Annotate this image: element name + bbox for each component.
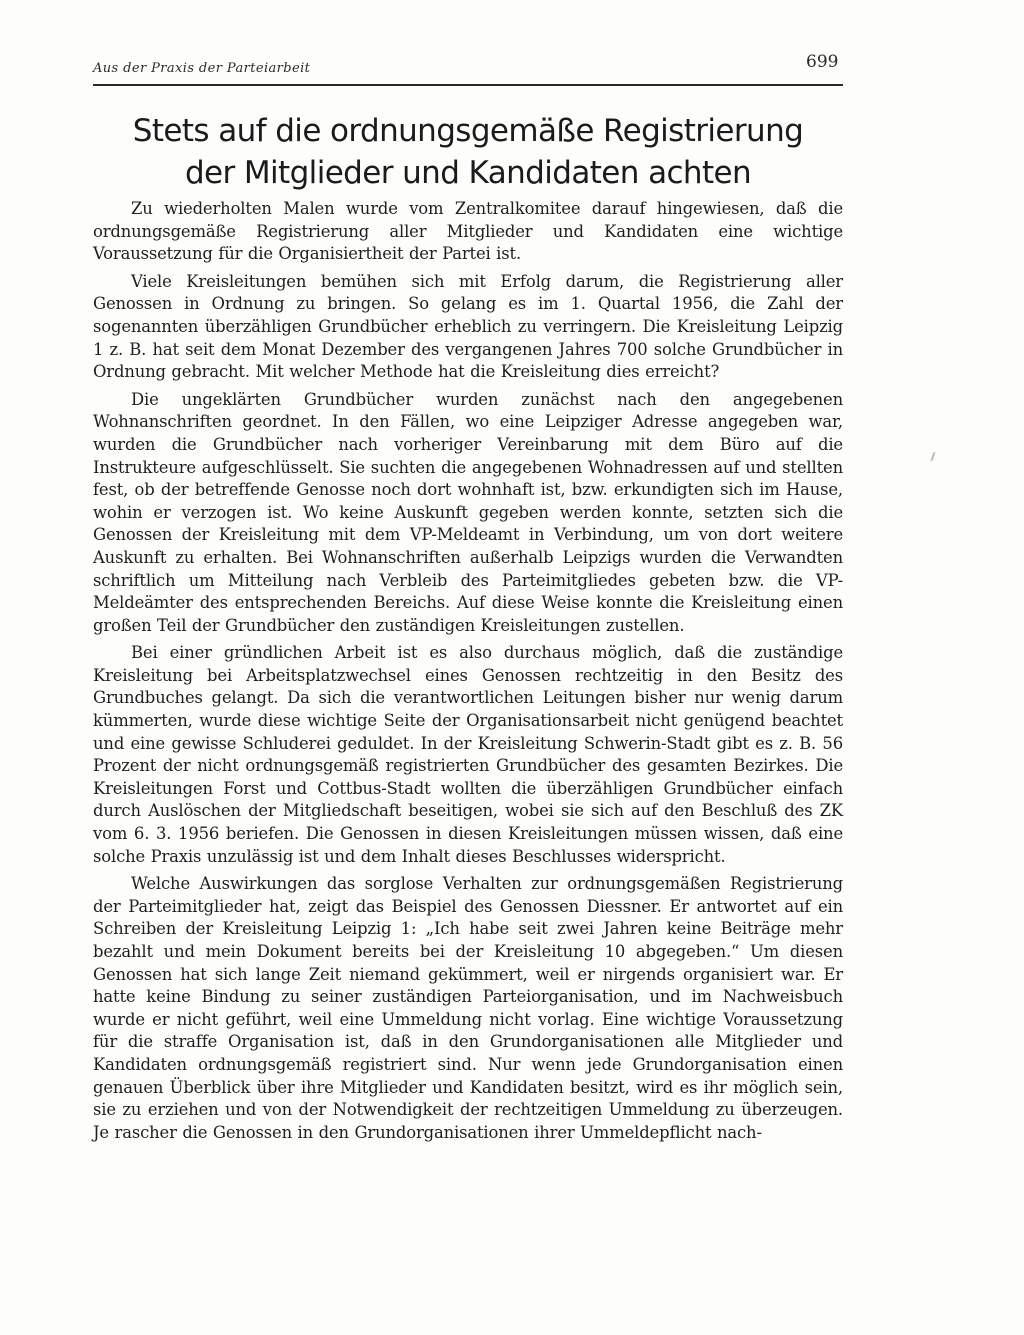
article-title-line-2: der Mitglieder und Kandidaten achten [184,155,752,191]
scan-speck [931,452,936,461]
paragraph: Zu wiederholten Malen wurde vom Zentralkomitee darauf hingewiesen, daß die ordnungsgemäße Registrierung aller Mitglieder und Kandidaten eine wichtige Voraussetzung für die Organisiertheit der Partei ist. [93,199,843,264]
paragraph: Bei einer gründlichen Arbeit ist es also durchaus möglich, daß die zuständige Kreisleitung bei Arbeitsplatzwechsel eines Genossen rechtzeitig in den Besitz des Grundbuches gelangt. Da sich die verantwortlichen Leitungen bisher nur wenig darum kümmerten, wurde diese wichtige Seite der Organisationsarbeit nicht genügend beachtet und eine gewisse Schluderei geduldet. In der Kreisleitung Schwerin-Stadt gibt es z. B. 56 Prozent der nicht ordnungsgemäß registrierten Grundbücher des gesamten Bezirkes. Die Kreisleitungen Forst und Cottbus-Stadt wollten die überzähligen Grundbücher einfach durch Auslöschen der Mitgliedschaft beseitigen, wobei sie sich auf den Beschluß des ZK vom 6. 3. 1956 beriefen. Die Genossen in diesen Kreisleitungen müssen wissen, daß eine solche Praxis unzulässig ist und dem Inhalt dieses Beschlusses widerspricht. [93,643,843,866]
article-body [93,198,843,1149]
paragraph: Viele Kreisleitungen bemühen sich mit Erfolg darum, die Registrierung aller Genossen in Ordnung zu bringen. So gelang es im 1. Quartal 1956, die Zahl der sogenannten überzähligen Grundbücher erheblich zu verringern. Die Kreisleitung Leipzig 1 z. B. hat seit dem Monat Dezember des vergangenen Jahres 700 solche Grundbücher in Ordnung gebracht. Mit welcher Methode hat die Kreisleitung dies erreicht? [93,271,843,382]
paragraph: Die ungeklärten Grundbücher wurden zunächst nach den angegebenen Wohnanschriften geordnet. In den Fällen, wo eine Leipziger Adresse angegeben war, wurden die Grundbücher nach vorheriger Vereinbarung mit dem Büro auf die Instrukteure aufgeschlüsselt. Sie suchten die angegebenen Wohnadressen auf und stellten fest, ob der betreffende Genosse noch dort wohnhaft ist, bzw. erkundigten sich im Hause, wohin er verzogen ist. Wo keine Auskunft gegeben werden konnte, setzten sich die Genossen der Kreisleitung mit dem VP-Meldeamt in Verbindung, um von dort weitere Auskunft zu erhalten. Bei Wohnanschriften außerhalb Leipzigs wurden die Verwandten schriftlich um Mitteilung nach Verbleib des Parteimitgliedes gebeten bzw. die VP-Meldeämter des entsprechenden Bereichs. Auf diese Weise konnte die Kreisleitung einen großen Teil der Grundbücher den zuständigen Kreisleitungen zustellen. [93,389,843,635]
running-head: Aus der Praxis der Parteiarbeit [93,61,311,76]
page-number: 699 [806,52,839,72]
paragraph: Welche Auswirkungen das sorglose Verhalten zur ordnungsgemäßen Registrierung der Parteimitglieder hat, zeigt das Beispiel des Genossen Diessner. Er antwortet auf ein Schreiben der Kreisleitung Leipzig 1: „Ich habe seit zwei Jahren keine Beiträge mehr bezahlt und mein Dokument bereits bei der Kreisleitung 10 abgegeben.“ Um diesen Genossen hat sich lange Zeit niemand gekümmert, weil er nirgends organisiert war. Er hatte keine Bindung zu seiner zuständigen Parteiorganisation, und im Nachweisbuch wurde er nicht geführt, weil eine Ummeldung nicht vorlag. Eine wichtige Voraussetzung für die straffe Organisation ist, daß in den Grundorganisationen alle Mitglieder und Kandidaten ordnungsgemäß registriert sind. Nur wenn jede Grundorganisation einen genauen Überblick über ihre Mitglieder und Kandidaten besitzt, wird es ihr möglich sein, sie zu erziehen und von der Notwendigkeit der rechtzeitigen Ummeldung zu überzeugen. Je rascher die Genossen in den Grundorganisationen ihrer Ummeldepflicht nach- [93,874,843,1142]
header-rule [93,84,843,86]
article-title-line-1: Stets auf die ordnungsgemäße Registrierung [132,113,804,149]
article-title [93,110,843,194]
